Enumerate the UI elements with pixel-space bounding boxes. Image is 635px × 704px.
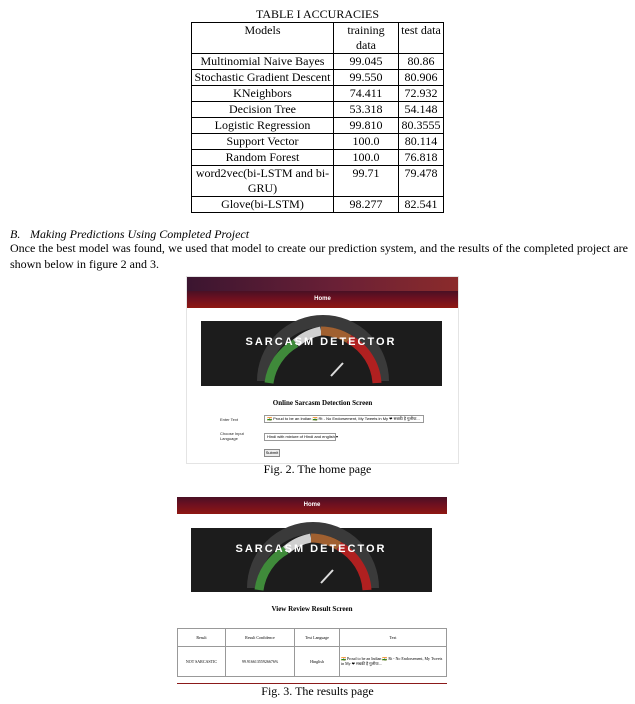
submit-button[interactable]: Submit (265, 450, 279, 455)
language-select[interactable] (264, 433, 336, 441)
result-value: NOT SARCASTIC (178, 647, 226, 677)
table-row (192, 118, 444, 134)
fig3-caption: Fig. 3. The results page (261, 684, 374, 698)
table-row (192, 86, 444, 102)
top-strip (187, 277, 458, 291)
table-row (192, 54, 444, 70)
col-header-models: Models (192, 23, 334, 54)
test-value: 76.818 (399, 150, 444, 166)
table-row (192, 150, 444, 166)
table-title: TABLE I ACCURACIES (255, 7, 380, 21)
result-header-row (178, 629, 447, 647)
table-row (192, 166, 444, 197)
col-header-test: test data (399, 23, 444, 54)
sarcasm-meter-logo (191, 528, 432, 592)
col-header-result: Result (178, 629, 226, 647)
table-row (192, 102, 444, 118)
table-row (192, 70, 444, 86)
text-value: 🇮🇳 Proud to be an Indian 🇮🇳 Rt - No Endorsement, My Tweets in My ❤ सबकी है गुलीया... (340, 647, 447, 677)
table-row (192, 197, 444, 213)
col-header-training: training data (334, 23, 399, 54)
model-name: Multinomial Naive Bayes (192, 54, 334, 70)
screen-title: View Review Result Screen (271, 605, 353, 613)
model-name: Stochastic Gradient Descent (192, 70, 334, 86)
training-value: 99.550 (334, 70, 399, 86)
results-page-screenshot (177, 497, 447, 684)
col-header-text: Text (340, 629, 447, 647)
language-label: Choose Input Language (220, 431, 244, 441)
test-value: 54.148 (399, 102, 444, 118)
language-value: Hinglish (295, 647, 340, 677)
training-value: 53.318 (334, 102, 399, 118)
banner-text: SARCASM DETECTOR (245, 336, 397, 348)
sarcasm-meter-logo (201, 321, 442, 386)
training-value: 100.0 (334, 134, 399, 150)
test-value: 79.478 (399, 166, 444, 197)
test-value: 80.3555 (399, 118, 444, 134)
screen-title: Online Sarcasm Detection Screen (272, 399, 373, 407)
banner-text: SARCASM DETECTOR (235, 543, 387, 555)
sarcasm-detector-banner (201, 321, 442, 386)
table-row (192, 134, 444, 150)
training-value: 99.71 (334, 166, 399, 197)
training-value: 99.045 (334, 54, 399, 70)
sarcasm-detector-banner (191, 528, 432, 592)
col-header-language: Text Language (295, 629, 340, 647)
confidence-value: 99.91661355926676% (226, 647, 295, 677)
training-value: 74.411 (334, 86, 399, 102)
table-row (178, 647, 447, 677)
model-name: Decision Tree (192, 102, 334, 118)
model-name: KNeighbors (192, 86, 334, 102)
fig2-caption: Fig. 2. The home page (263, 462, 372, 476)
nav-bar (187, 291, 458, 308)
language-select-value: Hindi with mixture of Hindi and english (267, 434, 335, 439)
test-value: 82.541 (399, 197, 444, 213)
section-number: B. (10, 227, 21, 241)
model-name: Glove(bi-LSTM) (192, 197, 334, 213)
test-value: 72.932 (399, 86, 444, 102)
model-name: Logistic Regression (192, 118, 334, 134)
model-name: Support Vector (192, 134, 334, 150)
test-value: 80.114 (399, 134, 444, 150)
accuracy-table (191, 22, 444, 213)
model-name: Random Forest (192, 150, 334, 166)
test-value: 80.86 (399, 54, 444, 70)
table-header-row (192, 23, 444, 54)
training-value: 99.810 (334, 118, 399, 134)
nav-home-link[interactable]: Home (303, 502, 321, 508)
body-paragraph: Once the best model was found, we used that model to create our prediction system, and the results of the completed project are shown below in figure 2 and 3. (10, 241, 628, 271)
section-title: Making Predictions Using Completed Project (30, 227, 250, 241)
home-page-screenshot (186, 276, 459, 464)
enter-text-label: Enter Text (220, 417, 238, 422)
col-header-confidence: Result Confidence (226, 629, 295, 647)
training-value: 98.277 (334, 197, 399, 213)
training-value: 100.0 (334, 150, 399, 166)
nav-bar (177, 497, 447, 514)
result-table (177, 628, 447, 677)
nav-home-link[interactable]: Home (314, 296, 331, 302)
test-value: 80.906 (399, 70, 444, 86)
enter-text-input[interactable]: 🇮🇳 Proud to be an Indian 🇮🇳 Rt - No Endorsement, My Tweets in My ❤ सबकी है गुलीया... (264, 415, 424, 423)
chevron-down-icon: ▾ (335, 434, 338, 439)
model-name: word2vec(bi-LSTM and bi-GRU) (192, 166, 334, 197)
